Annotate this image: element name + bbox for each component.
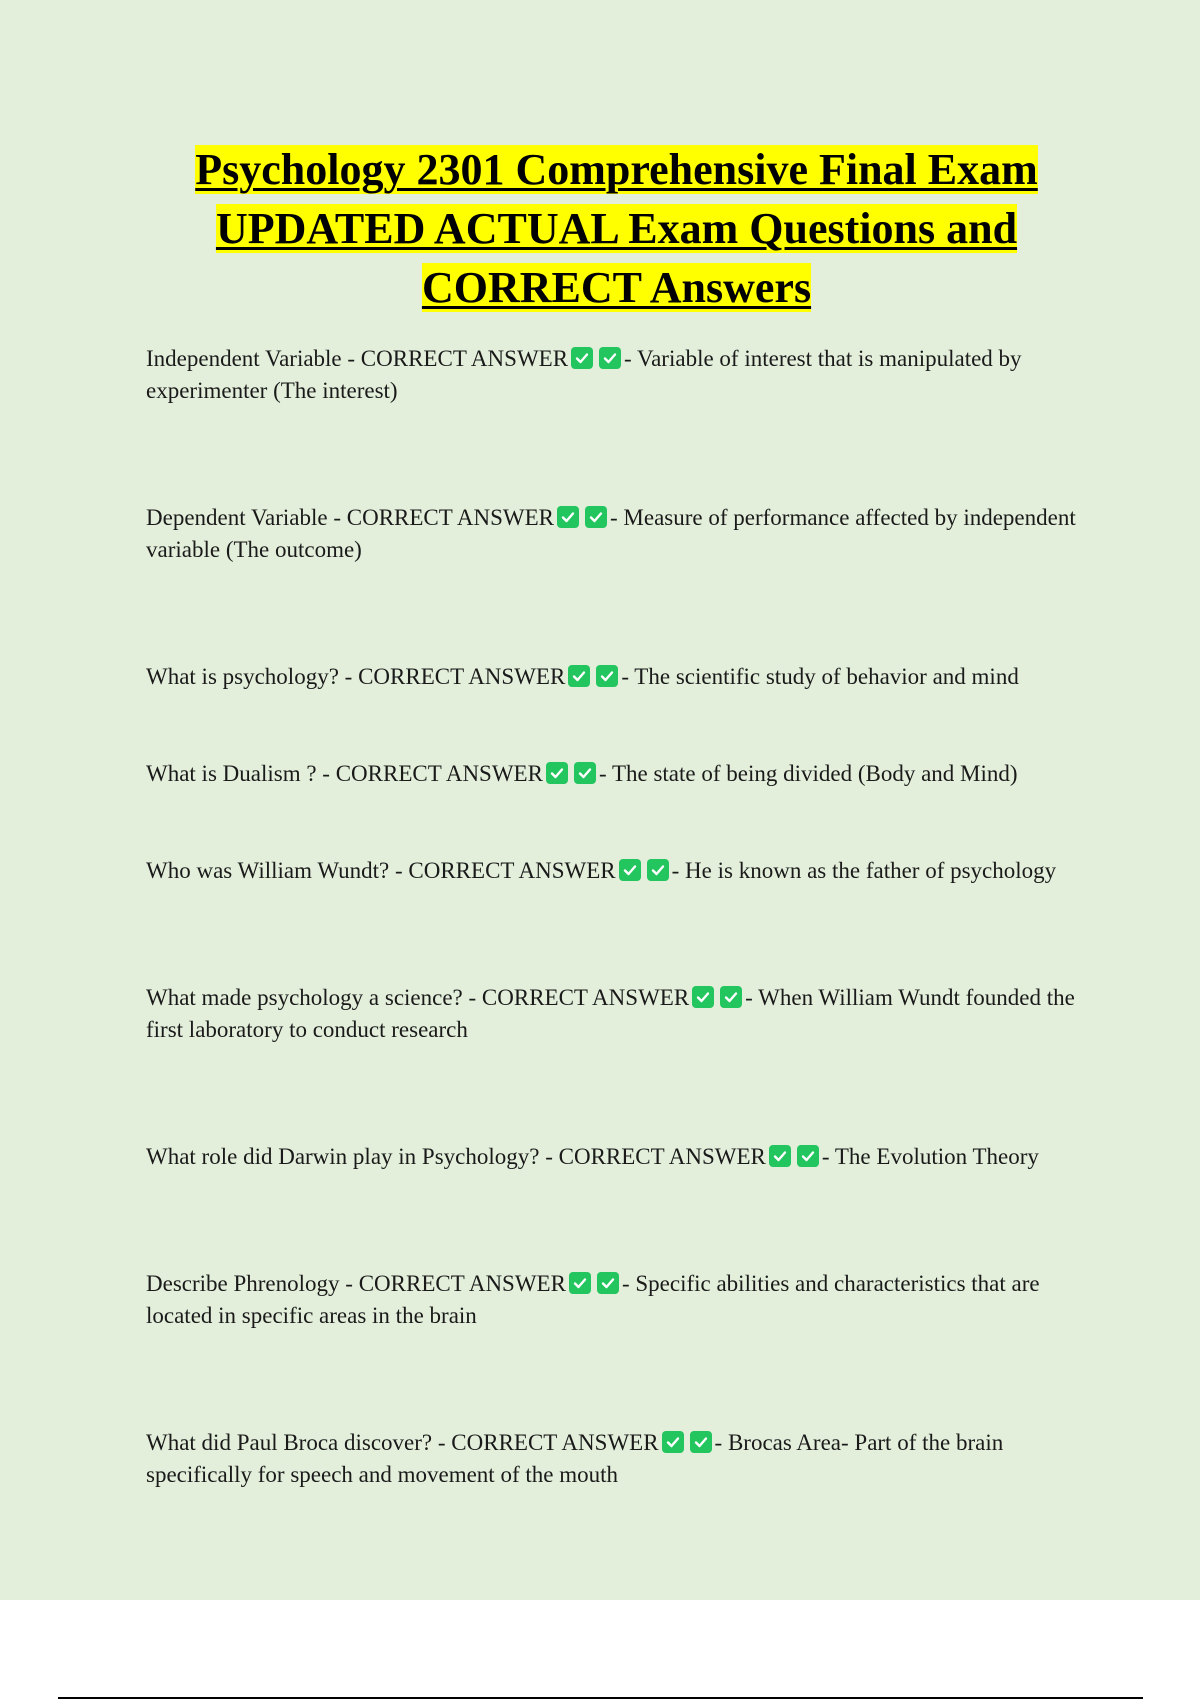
check-mark-icon [769, 1145, 791, 1167]
question-text: Who was William Wundt? - CORRECT ANSWER [146, 858, 616, 883]
answer-text: - The Evolution Theory [821, 1144, 1039, 1169]
qa-item [146, 1141, 1096, 1173]
check-mark-icon [585, 506, 607, 528]
check-mark-icon [557, 506, 579, 528]
answer-text: - When William Wundt founded the first laboratory to conduct research [146, 985, 1075, 1042]
question-text: What is Dualism ? - CORRECT ANSWER [146, 761, 543, 786]
qa-item [146, 661, 1096, 693]
check-mark-icon [692, 986, 714, 1008]
qa-item [146, 343, 1096, 407]
check-mark-icon [619, 859, 641, 881]
qa-item [146, 1427, 1096, 1491]
footer-divider [58, 1697, 1143, 1699]
check-mark-icon [568, 665, 590, 687]
title-line-1: Psychology 2301 Comprehensive Final Exam [195, 145, 1038, 194]
question-text: Dependent Variable - CORRECT ANSWER [146, 505, 554, 530]
check-mark-icon [720, 986, 742, 1008]
question-text: Independent Variable - CORRECT ANSWER [146, 346, 569, 371]
qa-item [146, 1268, 1096, 1332]
check-mark-icon [569, 1272, 591, 1294]
answer-text: - Variable of interest that is manipulated by experimenter (The interest) [146, 346, 1022, 403]
check-mark-icon [571, 347, 593, 369]
title-line-3: CORRECT Answers [421, 263, 812, 312]
document-title [100, 140, 1133, 317]
qa-list [146, 343, 1096, 1491]
check-mark-icon [690, 1431, 712, 1453]
answer-text: - The scientific study of behavior and mind [621, 664, 1019, 689]
qa-item [146, 982, 1096, 1046]
qa-item [146, 758, 1096, 790]
answer-text: - Measure of performance affected by independent variable (The outcome) [146, 505, 1076, 562]
check-mark-icon [574, 762, 596, 784]
check-mark-icon [797, 1145, 819, 1167]
answer-text: - The state of being divided (Body and Mind) [598, 761, 1018, 786]
answer-text: - He is known as the father of psychology [671, 858, 1057, 883]
qa-item [146, 855, 1096, 887]
check-mark-icon [546, 762, 568, 784]
question-text: What did Paul Broca discover? - CORRECT ANSWER [146, 1430, 659, 1455]
check-mark-icon [599, 347, 621, 369]
check-mark-icon [647, 859, 669, 881]
question-text: What is psychology? - CORRECT ANSWER [146, 664, 566, 689]
question-text: What made psychology a science? - CORRECT ANSWER [146, 985, 690, 1010]
check-mark-icon [596, 665, 618, 687]
check-mark-icon [597, 1272, 619, 1294]
answer-text: - Specific abilities and characteristics that are located in specific areas in the brain [146, 1271, 1040, 1328]
title-line-2: UPDATED ACTUAL Exam Questions and [215, 204, 1018, 253]
qa-item [146, 502, 1096, 566]
check-mark-icon [662, 1431, 684, 1453]
question-text: What role did Darwin play in Psychology? - CORRECT ANSWER [146, 1144, 766, 1169]
question-text: Describe Phrenology - CORRECT ANSWER [146, 1271, 566, 1296]
answer-text: - Brocas Area- Part of the brain specifically for speech and movement of the mouth [146, 1430, 1004, 1487]
